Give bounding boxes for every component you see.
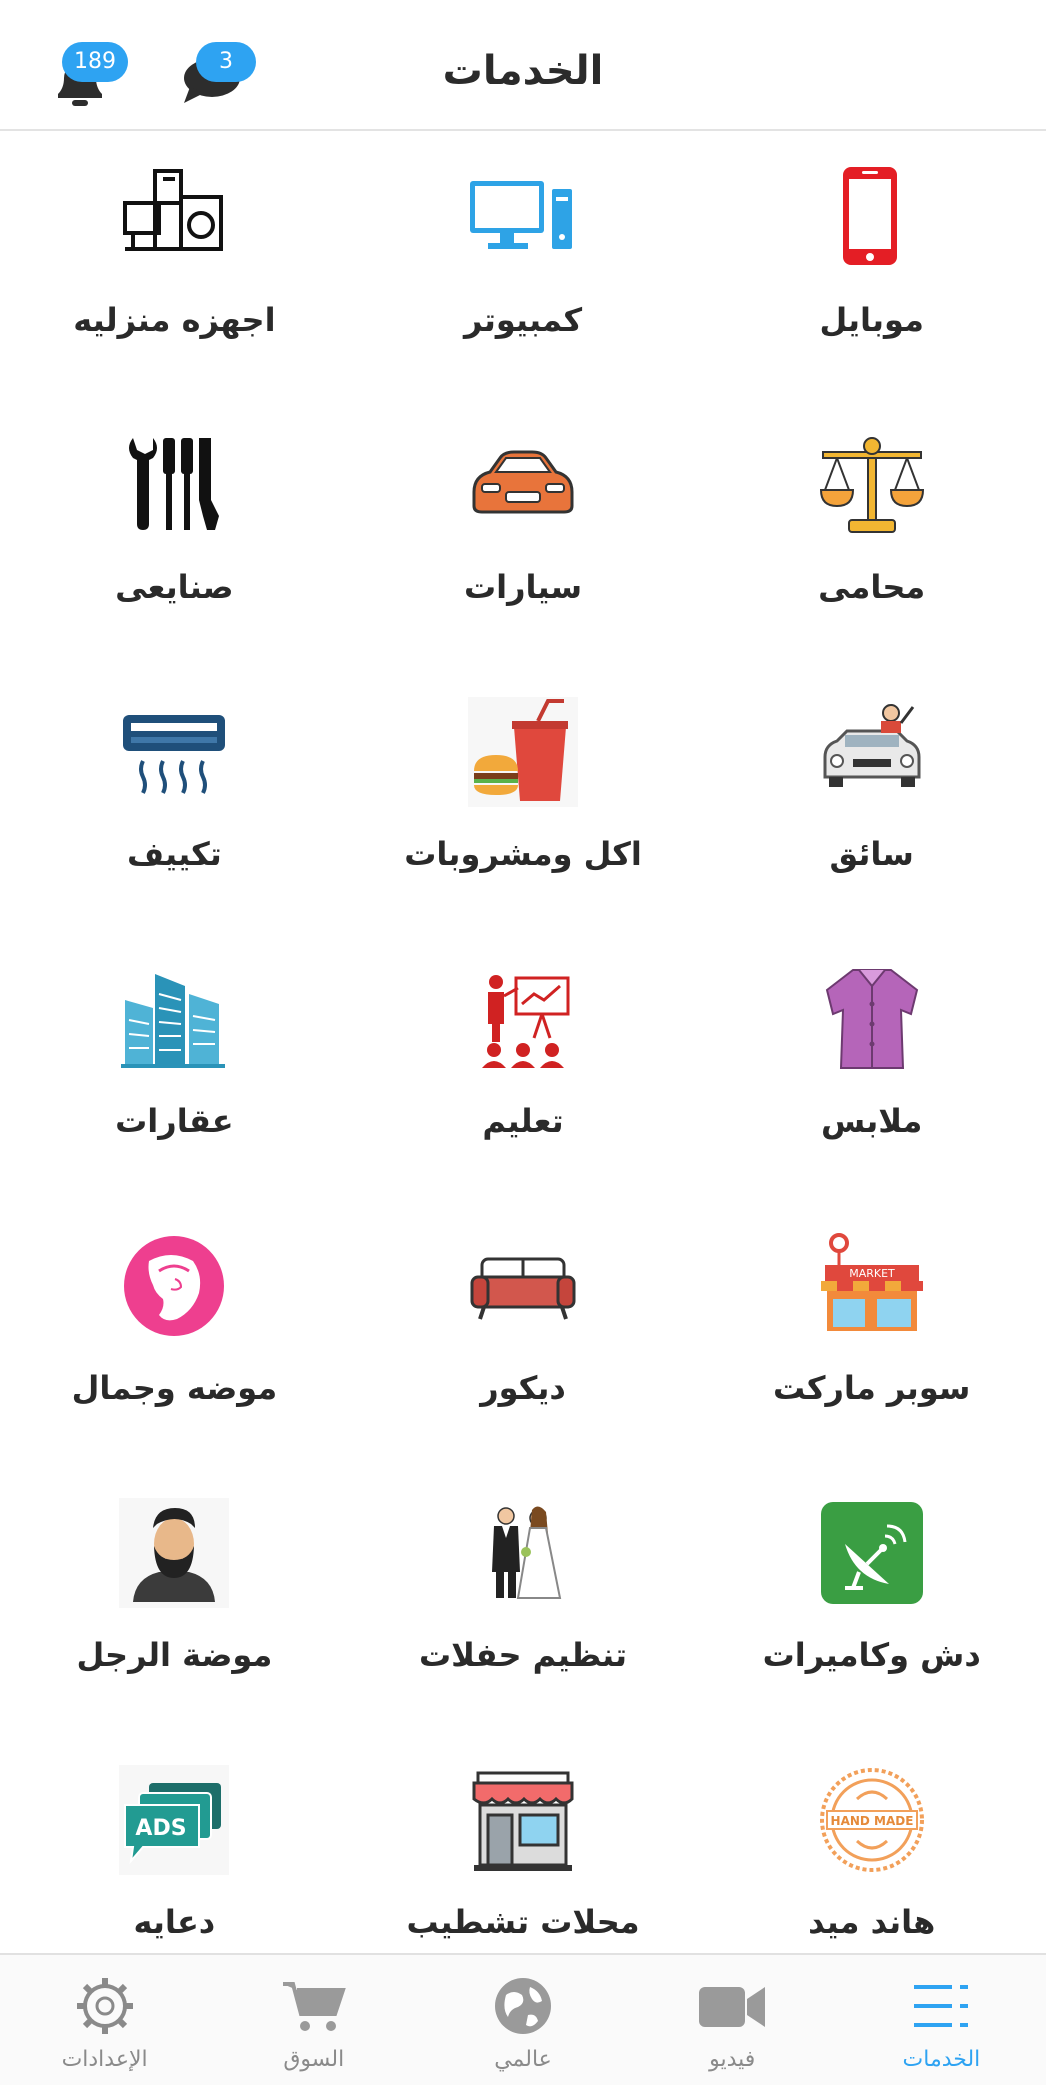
- service-driver[interactable]: [697, 667, 1046, 934]
- driver-car-icon: [817, 697, 927, 807]
- service-label: تعليم: [482, 1102, 564, 1140]
- services-row: [0, 400, 1046, 667]
- service-label: هاند ميد: [808, 1903, 936, 1941]
- service-label: كمبيوتر: [463, 301, 583, 339]
- bottom-tab-bar: [0, 1953, 1046, 2085]
- globe-icon: [492, 1975, 554, 2037]
- service-label: اجهزه منزليه: [73, 301, 276, 339]
- services-row: [0, 1468, 1046, 1735]
- tools-icon: [119, 430, 229, 540]
- wedding-couple-icon: [468, 1498, 578, 1608]
- service-clothes[interactable]: [697, 934, 1046, 1201]
- service-label: موضه وجمال: [71, 1369, 278, 1407]
- service-craftsman[interactable]: [0, 400, 349, 667]
- service-finishing-shops[interactable]: [349, 1735, 698, 1953]
- services-row: [0, 934, 1046, 1201]
- education-icon: [468, 964, 578, 1074]
- woman-beauty-icon: [119, 1231, 229, 1341]
- service-real-estate[interactable]: [0, 934, 349, 1201]
- service-label: دعايه: [133, 1903, 216, 1941]
- service-mens-fashion[interactable]: [0, 1468, 349, 1735]
- service-label: موضة الرجل: [76, 1636, 273, 1674]
- market-sign-text: MARKET: [848, 1267, 895, 1280]
- ads-text: ADS: [135, 1816, 187, 1841]
- service-label: سوبر ماركت: [773, 1369, 971, 1407]
- hand-made-text: HAND MADE: [830, 1814, 914, 1828]
- service-food[interactable]: [349, 667, 698, 934]
- service-dish-cameras[interactable]: [697, 1468, 1046, 1735]
- services-list-icon: [912, 1975, 970, 2037]
- tab-label: فيديو: [709, 2047, 756, 2072]
- buildings-icon: [119, 964, 229, 1074]
- shop-front-icon: [468, 1765, 578, 1875]
- service-label: دش وكاميرات: [762, 1636, 981, 1674]
- service-supermarket[interactable]: [697, 1201, 1046, 1468]
- top-header: [0, 0, 1046, 131]
- service-label: موبايل: [819, 301, 924, 339]
- service-label: صنايعى: [115, 568, 234, 606]
- service-education[interactable]: [349, 934, 698, 1201]
- notifications-badge: 189: [62, 42, 128, 82]
- service-party-planning[interactable]: [349, 1468, 698, 1735]
- shirt-icon: [817, 964, 927, 1074]
- service-fashion-beauty[interactable]: [0, 1201, 349, 1468]
- home-appliances-icon: [119, 163, 229, 273]
- bearded-man-icon: [119, 1498, 229, 1608]
- shopping-cart-icon: [281, 1975, 347, 2037]
- service-home-appliances[interactable]: [0, 133, 349, 400]
- service-label: محامى: [818, 568, 926, 606]
- tab-world[interactable]: [418, 1955, 627, 2085]
- page-title: الخدمات: [442, 48, 604, 94]
- service-label: تنظيم حفلات: [418, 1636, 628, 1674]
- service-computer[interactable]: [349, 133, 698, 400]
- services-row: [0, 1735, 1046, 1953]
- air-conditioner-icon: [119, 697, 229, 807]
- tab-label: عالمي: [494, 2047, 552, 2072]
- service-label: سائق: [829, 835, 914, 873]
- service-air-conditioning[interactable]: [0, 667, 349, 934]
- services-row: [0, 1201, 1046, 1468]
- service-advertising[interactable]: [0, 1735, 349, 1953]
- services-grid: [0, 133, 1046, 1953]
- services-row: [0, 667, 1046, 934]
- tab-video[interactable]: [628, 1955, 837, 2085]
- tab-services[interactable]: [837, 1955, 1046, 2085]
- service-mobile[interactable]: [697, 133, 1046, 400]
- car-icon: [468, 430, 578, 540]
- hand-made-stamp-icon: [817, 1765, 927, 1875]
- scales-of-justice-icon: [817, 430, 927, 540]
- mobile-phone-icon: [817, 163, 927, 273]
- service-hand-made[interactable]: [697, 1735, 1046, 1953]
- tab-label: الخدمات: [902, 2047, 981, 2072]
- service-label: اكل ومشروبات: [404, 835, 642, 873]
- service-label: محلات تشطيب: [406, 1903, 640, 1941]
- satellite-dish-icon: [817, 1498, 927, 1608]
- ads-icon: [119, 1765, 229, 1875]
- supermarket-icon: [817, 1231, 927, 1341]
- video-camera-icon: [697, 1975, 767, 2037]
- service-label: ملابس: [821, 1102, 923, 1140]
- tab-label: الإعدادات: [61, 2047, 148, 2072]
- food-drinks-icon: [468, 697, 578, 807]
- service-label: عقارات: [115, 1102, 234, 1140]
- services-row: [0, 133, 1046, 400]
- service-label: ديكور: [480, 1369, 566, 1407]
- service-label: سيارات: [463, 568, 583, 606]
- service-label: تكييف: [126, 835, 222, 873]
- desktop-computer-icon: [468, 163, 578, 273]
- gear-icon: [74, 1975, 136, 2037]
- service-cars[interactable]: [349, 400, 698, 667]
- tab-market[interactable]: [209, 1955, 418, 2085]
- service-lawyer[interactable]: [697, 400, 1046, 667]
- messages-badge: 3: [196, 42, 256, 82]
- tab-settings[interactable]: [0, 1955, 209, 2085]
- tab-label: السوق: [283, 2047, 345, 2072]
- service-decor[interactable]: [349, 1201, 698, 1468]
- sofa-icon: [468, 1231, 578, 1341]
